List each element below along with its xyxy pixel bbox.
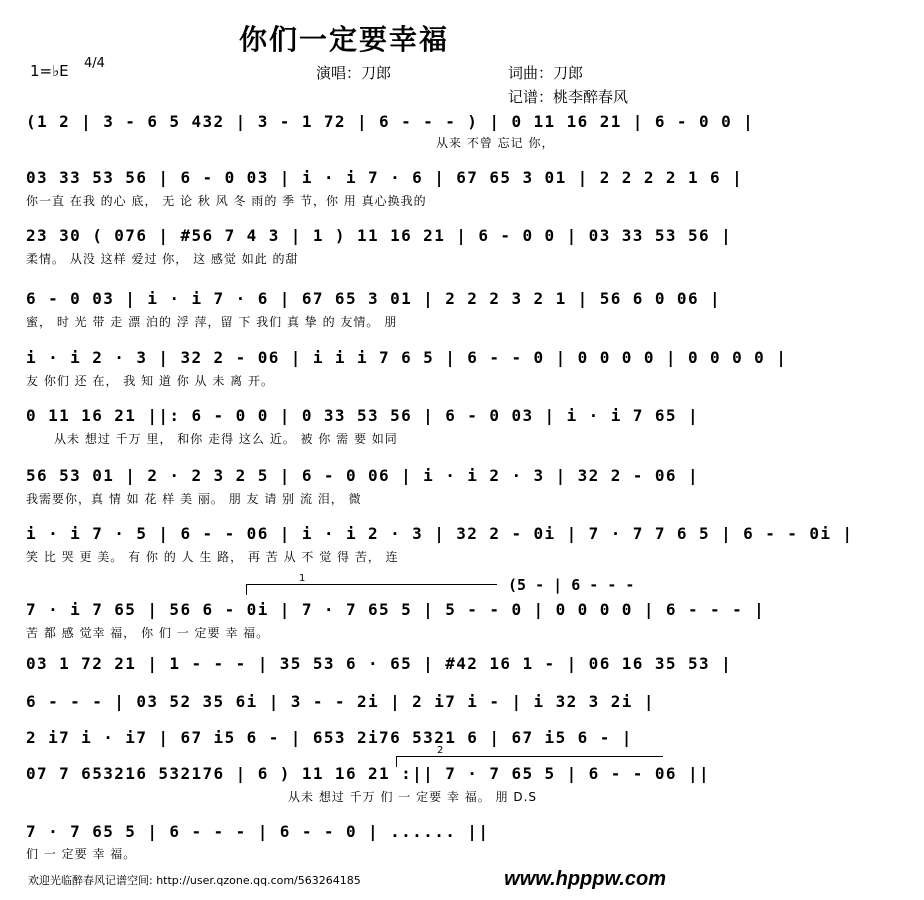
- volta-1-bracket: [246, 573, 497, 595]
- score-system-11-notes: 6 - - - | 03 52 35 6i | 3 - - 2i | 2 i7 i - | i 32 3 2i |: [26, 692, 655, 711]
- score-system-2-lyrics: 你一直 在我 的心 底， 无 论 秋 风 冬 雨的 季 节，你 用 真心换我的: [26, 194, 427, 208]
- watermark: www.hpppw.com: [504, 868, 666, 890]
- score-system-3-notes: 23 30 ( 076 | #56 7 4 3 | 1 ) 11 16 21 | 6 - 0 0 | 03 33 53 56 |: [26, 226, 733, 245]
- score-system-14-lyrics: 们 一 定要 幸 福。: [26, 847, 137, 861]
- score-system-9-lyrics: 苦 都 感 觉幸 福， 你 们 一 定要 幸 福。: [26, 626, 270, 640]
- score-system-2-notes: 03 33 53 56 | 6 - 0 03 | i · i 7 · 6 | 67 65 3 01 | 2 2 2 2 1 6 |: [26, 168, 744, 187]
- score-system-7-lyrics: 我需要你，真 情 如 花 样 美 丽。 朋 友 请 别 流 泪， 微: [26, 492, 362, 506]
- score-system-8-notes: i · i 7 · 5 | 6 - - 06 | i · i 2 · 3 | 32 2 - 0i | 7 · 7 7 6 5 | 6 - - 0i |: [26, 524, 854, 543]
- volta-2-number: 2: [437, 745, 444, 756]
- score-system-7-notes: 56 53 01 | 2 · 2 3 2 5 | 6 - 0 06 | i · i 2 · 3 | 32 2 - 06 |: [26, 466, 700, 485]
- score-system-6-lyrics: 从未 想过 千万 里， 和你 走得 这么 近。 被 你 需 要 如同: [54, 432, 398, 446]
- score-system-4-notes: 6 - 0 03 | i · i 7 · 6 | 67 65 3 01 | 2 2 2 3 2 1 | 56 6 0 06 |: [26, 289, 722, 308]
- score-system-6-notes: 0 11 16 21 ||: 6 - 0 0 | 0 33 53 56 | 6 - 0 03 | i · i 7 65 |: [26, 406, 700, 425]
- time-signature: 4/4: [84, 56, 105, 71]
- score-system-1-lyrics: 从来 不曾 忘记 你，: [436, 136, 555, 150]
- score-system-4-lyrics: 蜜， 时 光 带 走 漂 泊的 浮 萍，留 下 我们 真 挚 的 友情。 朋: [26, 315, 398, 329]
- score-system-8-lyrics: 笑 比 哭 更 美。 有 你 的 人 生 路， 再 苦 从 不 觉 得 苦， 连: [26, 550, 399, 564]
- score-system-5-notes: i · i 2 · 3 | 32 2 - 06 | i i i 7 6 5 | 6 - - 0 | 0 0 0 0 | 0 0 0 0 |: [26, 348, 788, 367]
- score-system-10-notes: 03 1 72 21 | 1 - - - | 35 53 6 · 65 | #42 16 1 - | 06 16 35 53 |: [26, 654, 733, 673]
- score-system-3-lyrics: 柔情。 从没 这样 爱过 你， 这 感觉 如此 的甜: [26, 252, 299, 266]
- key-signature: 1=♭E: [30, 62, 69, 80]
- transcriber-credit: 记谱：桃李醉春风: [508, 88, 629, 106]
- score-system-13-notes: 07 7 653216 532176 | 6 ) 11 16 21 :|| 7 · 7 65 5 | 6 - - 06 ||: [26, 764, 711, 783]
- intro-marker: (5 - | 6 - - -: [508, 576, 635, 594]
- score-system-9-notes: 7 · i 7 65 | 56 6 - 0i | 7 · 7 65 5 | 5 - - 0 | 0 0 0 0 | 6 - - - |: [26, 600, 766, 619]
- score-system-13-lyrics: 从未 想过 千万 们 一 定要 幸 福。 朋 D.S: [288, 790, 538, 804]
- song-title: 你们一定要幸福: [238, 23, 449, 56]
- score-system-14-notes: 7 · 7 65 5 | 6 - - - | 6 - - 0 | ...... ||: [26, 822, 490, 841]
- composer-credit: 词曲：刀郎: [508, 64, 584, 82]
- score-system-5-lyrics: 友 你们 还 在， 我 知 道 你 从 未 离 开。: [26, 374, 274, 388]
- singer-credit: 演唱：刀郎: [316, 64, 392, 82]
- score-system-1-notes: (1 2 | 3 - 6 5 432 | 3 - 1 72 | 6 - - - ) | 0 11 16 21 | 6 - 0 0 |: [26, 112, 755, 131]
- footer-credit: 欢迎光临醉春风记谱空间: http://user.qzone.qq.com/563264185: [28, 874, 361, 887]
- score-system-12-notes: 2 i7 i · i7 | 67 i5 6 - | 653 2i76 5321 6 | 67 i5 6 - |: [26, 728, 633, 747]
- volta-1-number: 1: [299, 573, 306, 584]
